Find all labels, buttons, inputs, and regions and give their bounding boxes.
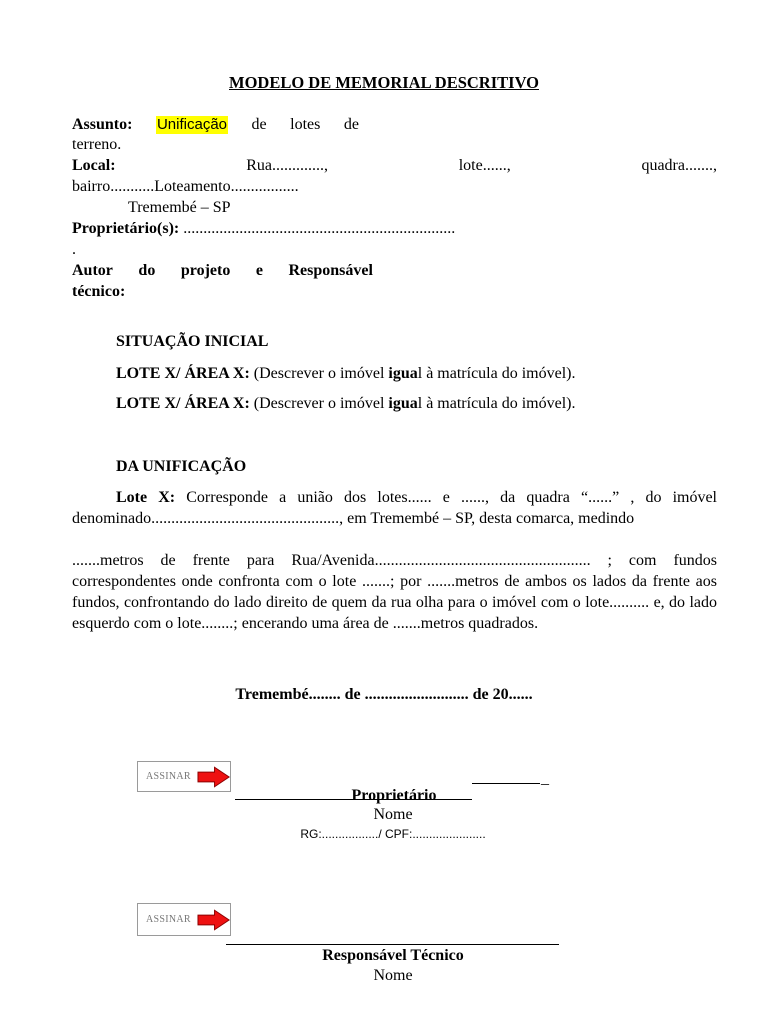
situacao-item-text: (Descrever o imóvel <box>249 365 389 382</box>
signature-name-owner: Nome <box>373 806 413 823</box>
unificacao-label: Lote X: <box>116 489 176 506</box>
situacao-item-text: (Descrever o imóvel <box>249 395 389 412</box>
assunto-word: lotes <box>290 116 321 133</box>
local-quadra: quadra......., <box>641 157 717 174</box>
situacao-item-bold: igua <box>388 365 418 382</box>
situacao-item <box>116 395 575 413</box>
unificacao-paragraph-1 <box>72 488 717 530</box>
situacao-item-text: l à matrícula do imóvel). <box>417 365 576 382</box>
proprietario-continuation: . <box>72 241 76 258</box>
signature-line-technical <box>226 944 559 945</box>
unificacao-text: Corresponde a união dos lotes...... e ......, da quadra “......” , do imóvel denominado..............................................., em Tremembé – SP, desta comarca, medindo <box>72 489 718 527</box>
local-lote: lote......, <box>458 157 511 174</box>
signature-name-technical: Nome <box>373 967 413 984</box>
assunto-label: Assunto: <box>72 116 133 133</box>
assunto-continuation: terreno. <box>72 136 122 153</box>
signature-line-short <box>472 783 540 784</box>
situacao-item-label: LOTE X/ ÁREA X: <box>116 395 250 412</box>
arrow-right-icon <box>197 766 230 788</box>
signature-role-owner: Proprietário <box>351 787 437 804</box>
section-heading-situacao: SITUAÇÃO INICIAL <box>116 333 269 350</box>
situacao-item-bold: igua <box>388 395 418 412</box>
sign-button-label: ASSINAR <box>146 771 191 782</box>
proprietario-dots: .................................................................... <box>183 220 456 237</box>
signature-docs-owner: RG:................./ CPF:...................... <box>300 827 486 841</box>
proprietario-label: Proprietário(s): <box>72 220 180 237</box>
autor-word: projeto <box>180 262 231 279</box>
situacao-item-text: l à matrícula do imóvel). <box>417 395 576 412</box>
autor-word: Autor <box>72 262 113 279</box>
signature-underscore: _ <box>541 770 549 787</box>
document-title: MODELO DE MEMORIAL DESCRITIVO <box>229 73 539 92</box>
autor-word: Responsável <box>288 262 373 279</box>
proprietario-line <box>72 220 455 238</box>
local-rua: Rua............., <box>246 157 329 174</box>
local-bairro: bairro...........Loteamento................. <box>72 178 299 195</box>
situacao-item <box>116 365 575 383</box>
local-city: Tremembé – SP <box>128 199 231 216</box>
autor-word: do <box>138 262 156 279</box>
assunto-line <box>72 116 359 134</box>
autor-continuation: técnico: <box>72 283 126 300</box>
assunto-word: de <box>343 116 359 133</box>
assunto-word: de <box>251 116 267 133</box>
arrow-right-icon <box>197 909 230 931</box>
date-line: Tremembé........ de .......................... de 20...... <box>235 686 533 703</box>
section-heading-unificacao: DA UNIFICAÇÃO <box>116 458 247 475</box>
local-label: Local: <box>72 157 116 174</box>
local-line <box>72 157 717 175</box>
situacao-item-label: LOTE X/ ÁREA X: <box>116 365 250 382</box>
sign-button[interactable] <box>137 903 231 936</box>
unificacao-paragraph-2: .......metros de frente para Rua/Avenida...................................................... ; com fundos correspondentes onde confronta com o lote .......; por .......metros de ambos os lados da frente aos fundos, confrontando do lado direito de quem da rua olha para o imóvel com o lote.......... e, do lado esquerdo com o lote........; encerando uma área de .......metros quadrados. <box>72 552 717 632</box>
autor-line <box>72 262 373 280</box>
highlighted-word: Unificação <box>156 116 228 133</box>
signature-role-technical: Responsável Técnico <box>322 947 464 964</box>
sign-button-label: ASSINAR <box>146 914 191 925</box>
autor-word: e <box>255 262 263 279</box>
